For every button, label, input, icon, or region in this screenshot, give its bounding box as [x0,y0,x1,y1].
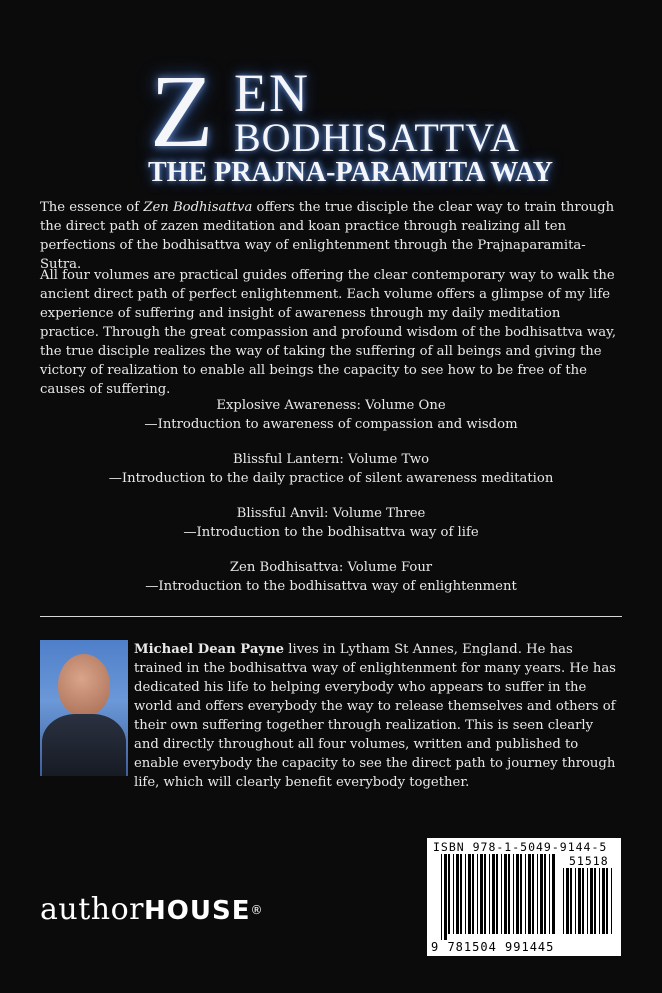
barcode-bar [563,868,564,934]
barcode-bar [448,854,450,934]
barcode-bar [578,868,581,934]
registered-mark: ® [250,903,263,917]
ean-text: 9 781504 991445 [431,940,555,954]
barcode-bar [501,854,502,934]
ean-bars [441,854,557,940]
barcode-bar [575,868,576,934]
barcode-bar [484,854,486,934]
barcode-bar [566,868,569,934]
isbn-text: ISBN 978-1-5049-9144-5 [433,840,608,854]
volume-title: Blissful Anvil: Volume Three [236,506,426,521]
barcode-bar [570,868,572,934]
barcode-bar [611,868,612,934]
barcode-bar [599,868,600,934]
barcode-bar [516,854,519,934]
barcode-bar [496,854,498,934]
barcode-bar [532,854,534,934]
barcode-bar [465,854,466,934]
volume-title: Blissful Lantern: Volume Two [232,452,430,467]
section-divider [40,616,622,617]
barcode-bar [504,854,507,934]
publisher-part1: author [40,892,144,927]
barcode-bar [540,854,543,934]
barcode-bar [453,854,454,934]
title-zen-rest: EN [234,63,310,123]
barcode-bar [528,854,531,934]
intro-p1-rest: offers the true disciple the clear way to train through the direct path of zazen meditation and koan practice through realizing all ten perfections of the bodhisattva way of enlightenment through the Prajnaparamita-Sutra. [40,200,615,272]
volume-title: Zen Bodhisattva: Volume Four [229,560,433,575]
title-subtitle: THE PRAJNA-PARAMITA WAY [148,157,553,188]
barcode-bar [460,854,462,934]
author-photo-head [58,654,110,716]
barcode-bar [520,854,522,934]
barcode-bar [441,854,442,940]
barcode-bar [525,854,526,934]
barcode-bar [549,854,550,934]
intro-paragraph-1 [40,198,622,274]
volume-desc: —Introduction to the bodhisattva way of life [183,525,479,540]
volume-three [40,504,622,542]
volume-four [40,558,622,596]
barcode-bar [480,854,483,934]
isbn-barcode [427,838,621,956]
barcode-bar [594,868,596,934]
intro-p1-lead: The essence of [40,200,144,215]
barcode-bar [590,868,593,934]
barcode-bar [508,854,510,934]
barcode-bar [537,854,538,934]
barcode-bar [587,868,588,934]
title-block [0,54,662,188]
barcode-bar [513,854,514,934]
author-photo [40,640,128,776]
volume-desc: —Introduction to the daily practice of silent awareness meditation [108,471,554,486]
barcode-bar [489,854,490,934]
title-zen-initial: Z [150,54,214,169]
barcode-bar [472,854,474,934]
barcode-bar [582,868,584,934]
publisher-logo [40,892,263,929]
author-bio-text: lives in Lytham St Annes, England. He has trained in the bodhisattva way of enlightenment for many years. He has dedicated his life to helping everybody who appears to suffer in the world and offers everybody the way to release themselves and others of their own suffering together through realization. This is seen clearly and directly throughout all four volumes, written and published to enable everybody the capacity to see the direct path to journey through life, which will clearly benefit everybody together. [134,642,616,790]
barcode-bar [552,854,555,934]
volume-desc: —Introduction to awareness of compassion and wisdom [144,417,518,432]
author-photo-body [42,714,126,776]
volume-one [40,396,622,434]
author-bio [134,640,622,792]
intro-p1-italic: Zen Bodhisattva [143,200,253,215]
title-bodhisattva: BODHISATTVA [234,115,520,160]
intro-paragraph-2: All four volumes are practical guides offering the clear contemporary way to walk the ancient direct path of perfect enlightenment. Each volume offers a glimpse of my life experience of suffering and insight of awareness through my daily meditation practice. Through the great compassion and profound wisdom of the bodhisattva way, the true disciple realizes the way of taking the suffering of all beings and giving the victory of realization to enable all beings the capacity to see how to be free of the causes of suffering. [40,268,617,397]
volume-desc: —Introduction to the bodhisattva way of enlightenment [145,579,517,594]
barcode-bar [468,854,471,934]
volume-title: Explosive Awareness: Volume One [216,398,446,413]
barcode-bar [492,854,495,934]
publisher-part2: HOUSE [144,896,251,926]
author-name: Michael Dean Payne [134,642,285,657]
barcode-bar [477,854,478,934]
barcode-bar [456,854,459,934]
price-code-text: 51518 [569,854,609,868]
volume-two [40,450,622,488]
barcode-bar [444,854,447,940]
price-bars [563,868,615,940]
barcode-bar [606,868,608,934]
barcode-bar [602,868,605,934]
barcode-bar [544,854,546,934]
